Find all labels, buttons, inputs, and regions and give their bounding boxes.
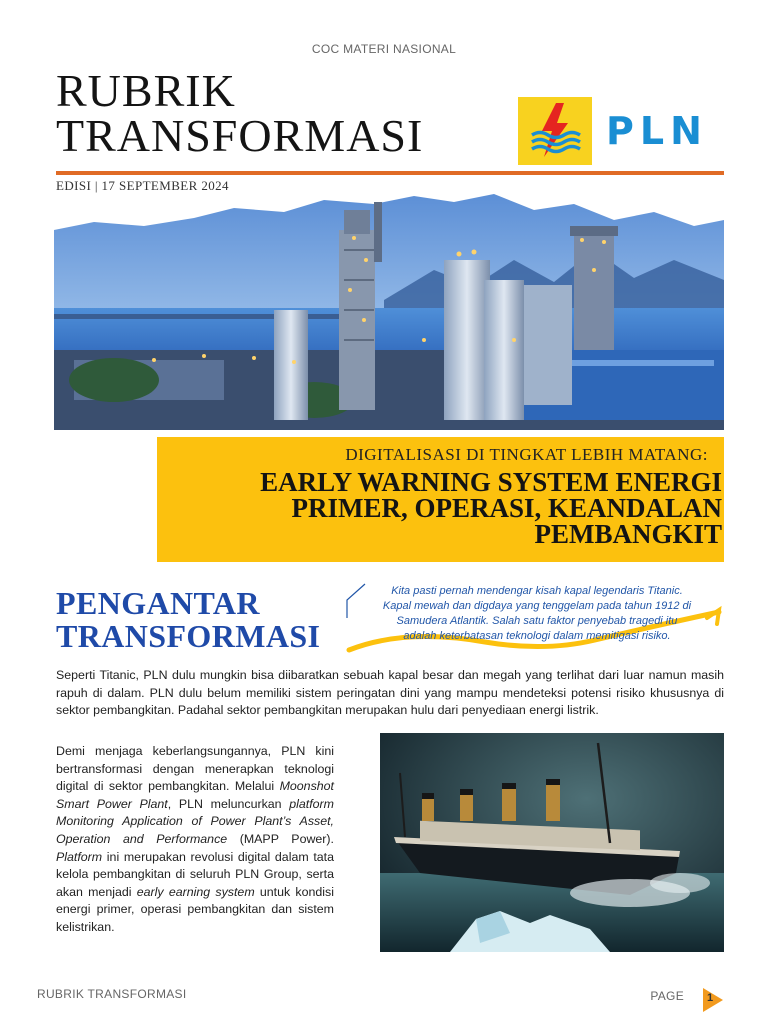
quote-line1: Kita pasti pernah mendengar kisah kapal legendaris Titanic.: [391, 585, 683, 597]
p2-italic-h: early earning system: [136, 884, 255, 899]
headline-title-line1: EARLY WARNING SYSTEM ENERGI: [260, 467, 722, 497]
intro-quote: [358, 584, 716, 644]
headline-kicker: DIGITALISASI DI TINGKAT LEBIH MATANG:: [345, 445, 708, 464]
pln-lightning-logo-icon: [518, 97, 592, 165]
page-number: 1: [707, 992, 714, 1004]
quote-line2: Kapal mewah dan digdaya yang tenggelam pada tahun 1912 di: [382, 600, 692, 612]
p2-text-c: , PLN meluncurkan: [167, 796, 290, 811]
headline-title-line3: PEMBANGKIT: [534, 519, 722, 549]
pln-logo-text: PLN: [606, 109, 708, 153]
p2-text-g: ini merupakan revolusi digital dalam tata kelola pembangkitan di seluruh PLN Group, serta akan menjadi: [56, 849, 334, 899]
hero-power-plant-image: [54, 190, 724, 430]
edition-date: EDISI | 17 SEPTEMBER 2024: [56, 178, 229, 193]
masthead: [56, 65, 424, 161]
titanic-ship-image: [380, 733, 724, 952]
p2-italic-f: Platform: [56, 849, 103, 864]
p2-italic-b: Moonshot Smart Power Plant: [56, 779, 334, 811]
quote-line4: adalah keterbatasan teknologi dalam memitigasi risiko.: [403, 630, 671, 642]
page-label: PAGE: [650, 989, 684, 1003]
headline-title: [202, 469, 722, 547]
masthead-line1: RUBRIK: [56, 65, 236, 116]
section-title-line2: TRANSFORMASI: [56, 618, 321, 654]
section-title: [56, 587, 320, 653]
footer-label: RUBRIK TRANSFORMASI: [37, 987, 187, 1001]
headline-band: [157, 437, 724, 562]
header-rule: [56, 171, 724, 175]
body-paragraph-2: [56, 743, 334, 937]
quote-line3: Samudera Atlantik. Salah satu faktor penyebab tragedi itu: [396, 615, 678, 627]
p2-text-i: untuk kondisi energi primer, operasi pembangkitan dan sistem kelistrikan.: [56, 884, 334, 934]
p2-italic-d: platform Monitoring Application of Power Plant’s Asset, Operation and Performance: [56, 796, 335, 846]
headline-title-line2: PRIMER, OPERASI, KEANDALAN: [291, 493, 722, 523]
pln-logo: [518, 97, 724, 165]
p2-text-a: Demi menjaga keberlangsungannya, PLN kini bertransformasi dengan menerapkan teknologi digital di sektor pembangkitan. Melalui: [56, 744, 334, 794]
p2-text-e: (MAPP Power).: [227, 831, 334, 846]
body-paragraph-1: Seperti Titanic, PLN dulu mungkin bisa diibaratkan sebuah kapal besar dan megah yang terlihat dari luar namun masih rapuh di dalam. PLN dulu belum memiliki sistem peringatan dini yang mampu mendeteksi potensi risiko khususnya di sektor pembangkitan. Padahal sektor pembangkitan merupakan hulu dari penyediaan energi listrik.: [56, 668, 724, 718]
masthead-line2: TRANSFORMASI: [56, 110, 424, 161]
section-title-line1: PENGANTAR: [56, 585, 260, 621]
series-label: COC MATERI NASIONAL: [311, 42, 457, 56]
